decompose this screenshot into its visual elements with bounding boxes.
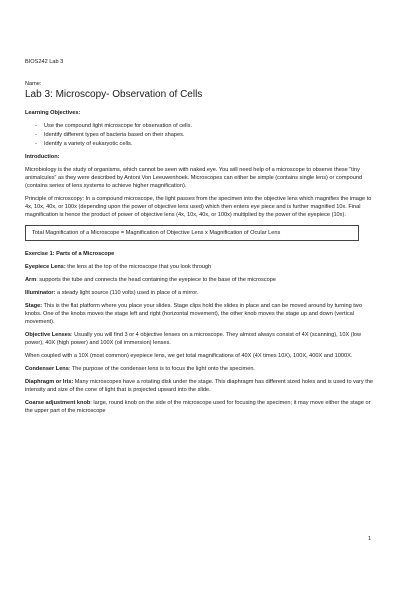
part-term: Coarse adjustment knob <box>25 400 91 406</box>
part-eyepiece <box>25 263 377 271</box>
part-description: When coupled with a 10X (most common) eyepiece lens, we get total magnifications of 40X (4X times 10X), 100X, 400X and 1000X. <box>25 353 353 359</box>
part-term: Arm <box>25 277 37 283</box>
part-term: Stage: <box>25 303 43 309</box>
document-page <box>25 58 377 420</box>
magnification-formula: Total Magnification of a Microscope = Magnification of Objective Lens x Magnification of Ocular Lens <box>32 230 281 236</box>
bullet: - <box>35 141 37 147</box>
magnification-formula-box <box>25 225 359 241</box>
part-term: Condenser Lens <box>25 366 69 372</box>
course-code: BIOS242 Lab 3 <box>25 59 64 65</box>
part-arm <box>25 276 377 284</box>
part-coarse-adjustment-knob <box>25 399 377 415</box>
part-description: : The purpose of the condenser lens is to focus the light onto the specimen. <box>68 366 255 372</box>
part-description: : supports the tube and connects the head containing the eyepiece to the base of the microscope <box>36 277 276 283</box>
objective-text: Identify different types of bacteria based on their shapes. <box>44 132 185 138</box>
principle-paragraph: Principle of microscopy: In a compound microscope, the light passes from the specimen into the objective lens which magnifies the image to 4x, 10x, 40x, or 100x (depending upon the power of objective lens used) which then enters eye piece and is further magnified 10x. Final magnification is hence the product of power of objective lens (4x, 10x, 40x, or 100x) multiplied by the power of the eyepiece (10x). <box>25 196 372 218</box>
list-item <box>25 131 377 139</box>
page-title: Lab 3: Microscopy- Observation of Cells <box>25 89 203 100</box>
list-item <box>25 140 377 148</box>
part-illuminator <box>25 289 377 297</box>
page-number: 1 <box>368 536 372 542</box>
part-term: Diaphragm or Iris: <box>25 379 74 385</box>
name-label: Name: <box>25 81 42 87</box>
objective-text: Use the compound light microscope for observation of cells. <box>44 123 192 129</box>
introduction-paragraph: Microbiology is the study of organisms, which cannot be seen with naked eye. You will need help of a microscope to observe these “tiny animalcules” as they were described by Antoni Von Leeuwenhoek. Microscopes can either be simple (contains single lens) or compound (contains series of lens systems to achieve higher magnification). <box>25 167 363 189</box>
objective-text: Identify a variety of eukaryotic cells. <box>44 141 133 147</box>
part-description: Many microscopes have a rotating disk under the stage. This diaphragm has different sized holes and is used to vary the intensity and size of the cone of light that is projected upward into the slide. <box>25 379 374 393</box>
exercise-1-heading: Exercise 1: Parts of a Microscope <box>25 251 115 257</box>
part-term: Objective Lenses <box>25 332 72 338</box>
part-objective-lenses <box>25 331 377 347</box>
part-term: Illuminator: <box>25 290 56 296</box>
part-description: This is the flat platform where you place your slides. Stage clips hold the slides in place and can be moved around by turning two knobs. One of the knobs moves the stage left and right (horizontal movement), the other knob moves the stage up and down (vertical movement). <box>25 303 362 325</box>
part-description: a steady light source (110 volts) used in place of a mirror. <box>55 290 199 296</box>
bullet: - <box>35 123 37 129</box>
part-stage <box>25 302 377 326</box>
total-magnification-note <box>25 352 377 360</box>
part-description: the lens at the top of the microscope that you look through <box>65 264 212 270</box>
part-description: : Usually you will find 3 or 4 objective lenses on a microscope. They almost always consist of 4X (scanning), 10X (low power), 40X (high power) and 100X (oil immersion) lenses. <box>25 332 361 346</box>
part-condenser-lens <box>25 365 377 373</box>
bullet: - <box>35 132 37 138</box>
part-description: : large, round knob on the side of the microscope used for focusing the specimen; it may move either the stage or the upper part of the microscope <box>25 400 371 414</box>
learning-objectives-list <box>25 122 377 148</box>
introduction-heading: Introduction: <box>25 154 60 160</box>
learning-objectives-heading: Learning Objectives: <box>25 110 81 116</box>
list-item <box>25 122 377 130</box>
part-term: Eyepiece Lens: <box>25 264 66 270</box>
part-diaphragm <box>25 378 377 394</box>
